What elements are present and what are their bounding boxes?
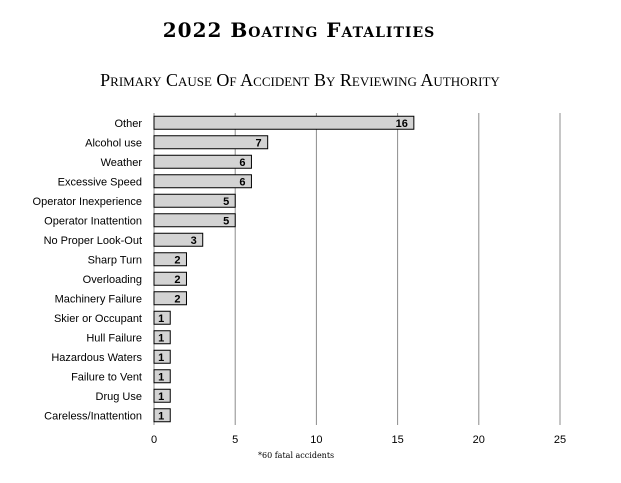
data-label: 1 xyxy=(158,351,165,364)
data-label: 5 xyxy=(223,215,230,228)
data-label: 6 xyxy=(239,176,246,189)
data-label: 3 xyxy=(190,234,197,247)
data-label: 1 xyxy=(158,312,165,325)
data-label: 2 xyxy=(174,254,181,267)
category-label: Drug Use xyxy=(95,390,142,403)
chart-title: 2022 Boating Fatalities xyxy=(162,18,436,42)
category-label: Weather xyxy=(100,156,142,169)
category-label: Operator Inexperience xyxy=(32,195,142,208)
bar xyxy=(154,116,414,129)
category-label: Operator Inattention xyxy=(44,215,142,228)
data-label: 1 xyxy=(158,332,165,345)
bar xyxy=(154,292,186,305)
x-tick-label: 0 xyxy=(150,434,158,446)
category-label: Hazardous Waters xyxy=(51,351,142,364)
data-label: 5 xyxy=(223,195,230,208)
category-label: Alcohol use xyxy=(85,137,142,150)
category-label: Skier or Occupant xyxy=(53,312,142,325)
category-label: Sharp Turn xyxy=(87,254,142,267)
data-label: 2 xyxy=(174,273,181,286)
category-label: Overloading xyxy=(82,273,142,286)
category-label: Careless/Inattention xyxy=(44,410,142,423)
chart-subtitle: Primary Cause Of Accident By Reviewing Authority xyxy=(100,70,500,90)
category-label: Hull Failure xyxy=(86,332,142,345)
category-label: Machinery Failure xyxy=(54,293,142,306)
bar xyxy=(154,272,186,285)
data-label: 16 xyxy=(395,117,408,130)
bar xyxy=(154,253,186,266)
x-tick-label: 25 xyxy=(553,434,567,446)
bar xyxy=(154,175,251,188)
x-tick-label: 5 xyxy=(232,434,239,446)
data-label: 7 xyxy=(255,137,262,150)
category-label: No Proper Look-Out xyxy=(43,234,142,247)
data-label: 1 xyxy=(158,390,165,403)
category-label: Excessive Speed xyxy=(57,176,142,189)
data-label: 6 xyxy=(239,156,246,169)
bar xyxy=(154,136,268,149)
x-tick-label: 10 xyxy=(310,434,323,446)
x-tick-label: 15 xyxy=(391,434,404,446)
bar xyxy=(154,155,251,168)
data-label: 2 xyxy=(174,293,181,306)
chart-footnote: *60 fatal accidents xyxy=(258,451,335,460)
category-label: Failure to Vent xyxy=(71,371,142,384)
category-label: Other xyxy=(114,117,142,130)
data-label: 1 xyxy=(158,371,165,384)
data-label: 1 xyxy=(158,410,165,423)
x-tick-label: 20 xyxy=(472,434,485,446)
